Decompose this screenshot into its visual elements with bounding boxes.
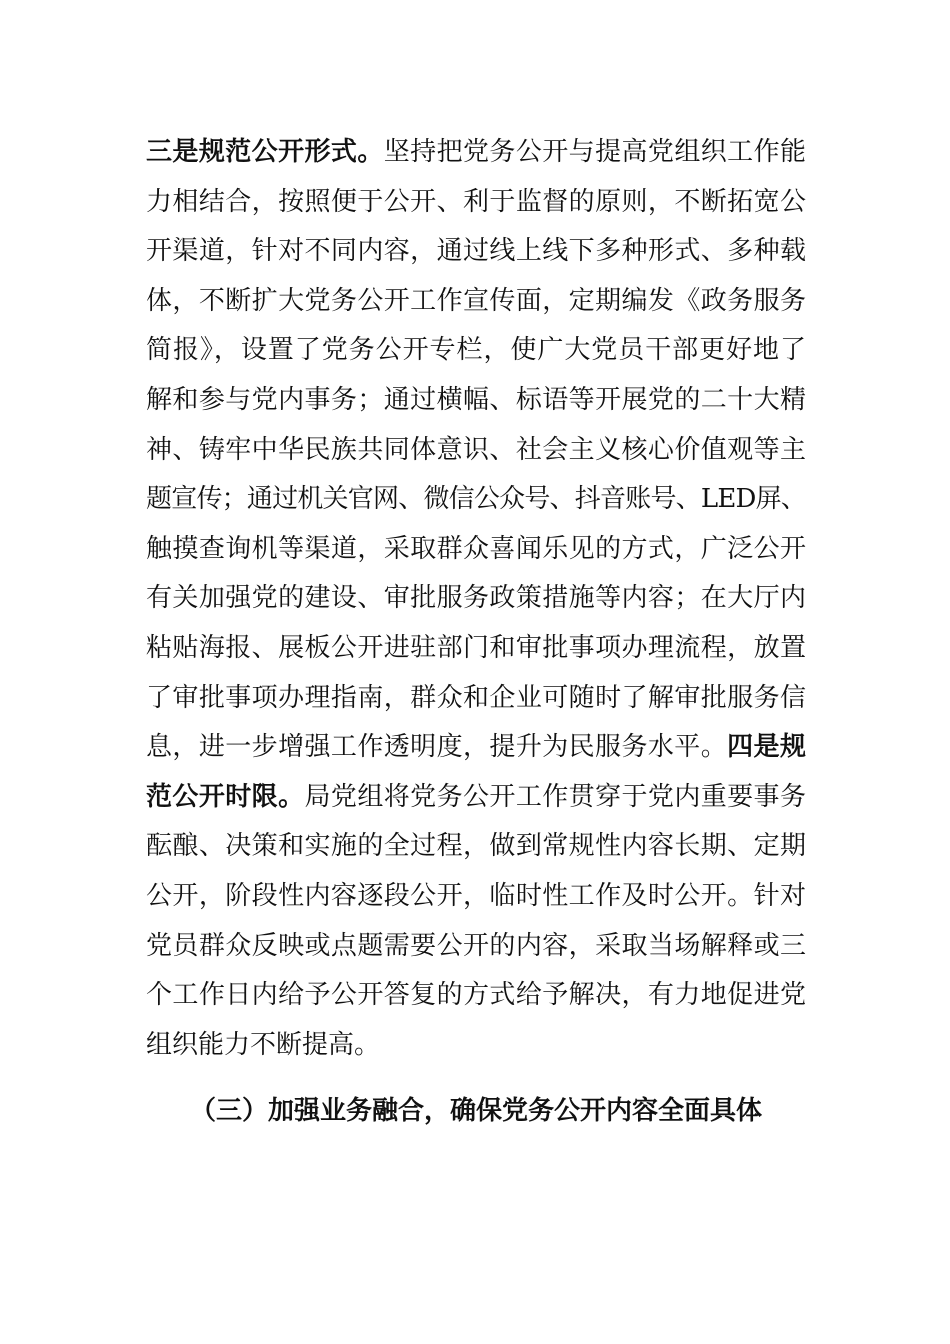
bold-lead-in: 四是规: [727, 732, 806, 763]
line-text: 局党组将党务公开工作贯穿于党内重要事务: [304, 781, 806, 812]
paragraph-line: 触摸查询机等渠道，采取群众喜闻乐见的方式，广泛公开: [146, 533, 806, 564]
paragraph-line: [146, 723, 806, 773]
paragraph-line: 解和参与党内事务；通过横幅、标语等开展党的二十大精: [146, 384, 806, 415]
paragraph-line: 简报》，设置了党务公开专栏，使广大党员干部更好地了: [146, 335, 806, 366]
paragraph-line: 题宣传；通过机关官网、微信公众号、抖音账号、LED屏、: [146, 484, 806, 515]
section-heading: （三）加强业务融合，确保党务公开内容全面具体: [190, 1096, 763, 1126]
paragraph-line: [146, 128, 806, 178]
paragraph-line: 神、铸牢中华民族共同体意识、社会主义核心价值观等主: [146, 434, 806, 465]
bold-lead-in: 三是规范公开形式。: [146, 137, 384, 167]
bold-lead-in: 范公开时限。: [146, 781, 305, 812]
paragraph-line: 有关加强党的建设、审批服务政策措施等内容；在大厅内: [146, 583, 806, 614]
paragraph-line: 开渠道，针对不同内容，通过线上线下多种形式、多种载: [146, 236, 806, 267]
body-paragraph: [146, 128, 806, 1070]
line-text: 息，进一步增强工作透明度，提升为民服务水平。: [146, 732, 728, 763]
paragraph-line: [146, 773, 806, 823]
paragraph-line: 酝酿、决策和实施的全过程，做到常规性内容长期、定期: [146, 831, 806, 862]
paragraph-line: 力相结合，按照便于公开、利于监督的原则，不断拓宽公: [146, 186, 806, 217]
paragraph-line: 个工作日内给予公开答复的方式给予解决，有力地促进党: [146, 980, 806, 1011]
paragraph-line: 党员群众反映或点题需要公开的内容，采取当场解释或三: [146, 930, 806, 961]
line-text: 坚持把党务公开与提高党组织工作能: [383, 137, 806, 167]
paragraph-line: 粘贴海报、展板公开进驻部门和审批事项办理流程，放置: [146, 632, 806, 663]
paragraph-line: 了审批事项办理指南，群众和企业可随时了解审批服务信: [146, 682, 806, 713]
paragraph-line: 体，不断扩大党务公开工作宣传面，定期编发《政务服务: [146, 285, 806, 316]
paragraph-line: 组织能力不断提高。: [146, 1029, 381, 1060]
paragraph-line: 公开，阶段性内容逐段公开，临时性工作及时公开。针对: [146, 880, 806, 911]
